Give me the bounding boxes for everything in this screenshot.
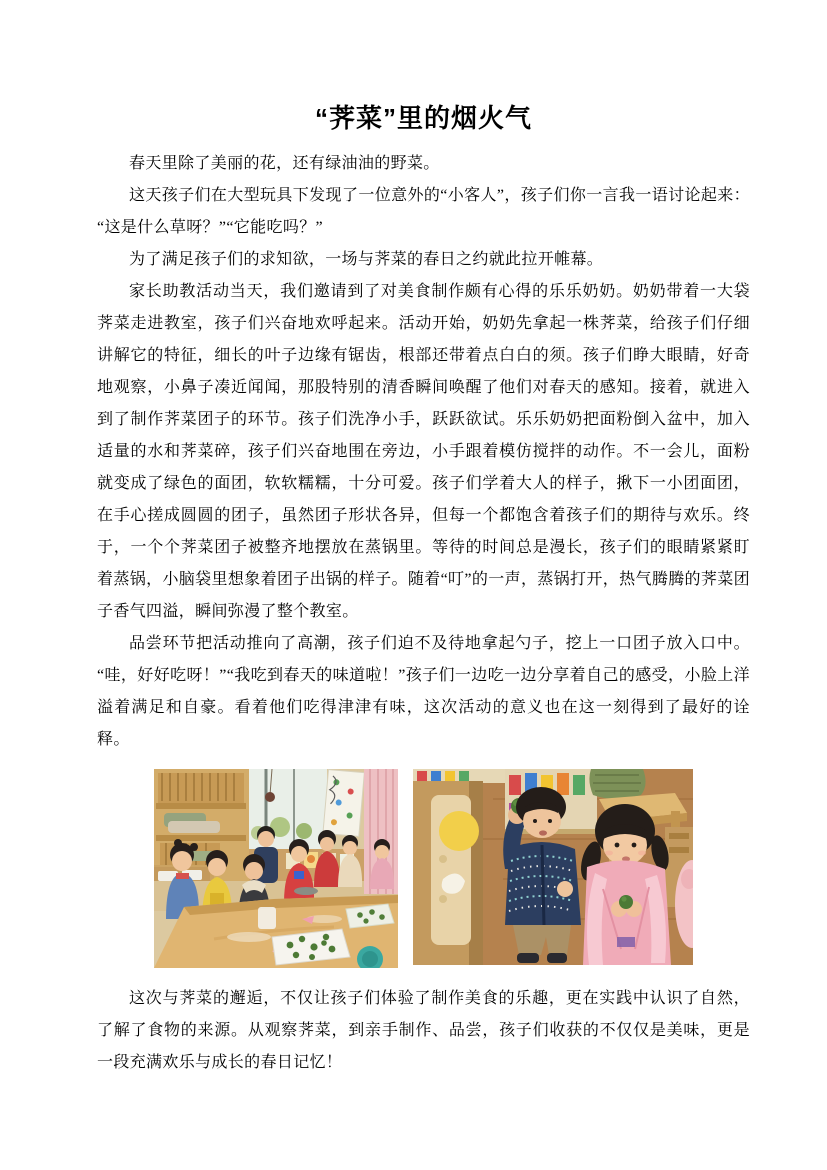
page-title: “荠菜”里的烟火气: [314, 103, 532, 133]
paragraph-discovery: 这天孩子们在大型玩具下发现了一位意外的“小客人”，孩子们你一言我一语讨论起来：“这是什么草呀？”“它能吃吗？”: [97, 187, 750, 236]
photo-children-showing-dumplings: [413, 769, 693, 965]
paragraph-tasting: 品尝环节把活动推向了高潮，孩子们迫不及待地拿起勺子，挖上一口团子放入口中。“哇，好好吃呀！”“我吃到春天的味道啦！”孩子们一边吃一边分享着自己的感受，小脸上洋溢着满足和自豪。看着他们吃得津津有味，这次活动的意义也在这一刻得到了最好的诠释。: [97, 635, 750, 748]
paragraph-prelude: 为了满足孩子们的求知欲，一场与荠菜的春日之约就此拉开帷幕。: [129, 251, 604, 268]
paragraph-closing: 这次与荠菜的邂逅，不仅让孩子们体验了制作美食的乐趣，更在实践中认识了自然，了解了食物的来源。从观察荠菜，到亲手制作、品尝，孩子们收获的不仅仅是美味，更是一段充满欢乐与成长的春日记忆！: [97, 990, 750, 1071]
children-photo-illustration: [413, 769, 693, 965]
classroom-photo-illustration: [154, 769, 398, 968]
photo-row: [97, 769, 750, 968]
paragraph-activity: 家长助教活动当天，我们邀请到了对美食制作颇有心得的乐乐奶奶。奶奶带着一大袋荠菜走进教室，孩子们兴奋地欢呼起来。活动开始，奶奶先拿起一株荠菜，给孩子们仔细讲解它的特征，细长的叶子边缘有锯齿，根部还带着点白白的须。孩子们睁大眼睛，好奇地观察，小鼻子凑近闻闻，那股特别的清香瞬间唤醒了他们对春天的感知。接着，就进入到了制作荠菜团子的环节。孩子们洗净小手，跃跃欲试。乐乐奶奶把面粉倒入盆中，加入适量的水和荠菜碎，孩子们兴奋地围在旁边，小手跟着模仿搅拌的动作。不一会儿，面粉就变成了绿色的面团，软软糯糯，十分可爱。孩子们学着大人的样子，揪下一小团面团，在手心搓成圆圆的团子，虽然团子形状各异，但每一个都饱含着孩子们的期待与欢乐。终于，一个个荠菜团子被整齐地摆放在蒸锅里。等待的时间总是漫长，孩子们的眼睛紧紧盯着蒸锅，小脑袋里想象着团子出锅的样子。随着“叮”的一声，蒸锅打开，热气腾腾的荠菜团子香气四溢，瞬间弥漫了整个教室。: [97, 283, 750, 620]
photo-classroom-dumpling-making: [154, 769, 398, 968]
paragraph-intro: 春天里除了美丽的花，还有绿油油的野菜。: [129, 155, 440, 172]
